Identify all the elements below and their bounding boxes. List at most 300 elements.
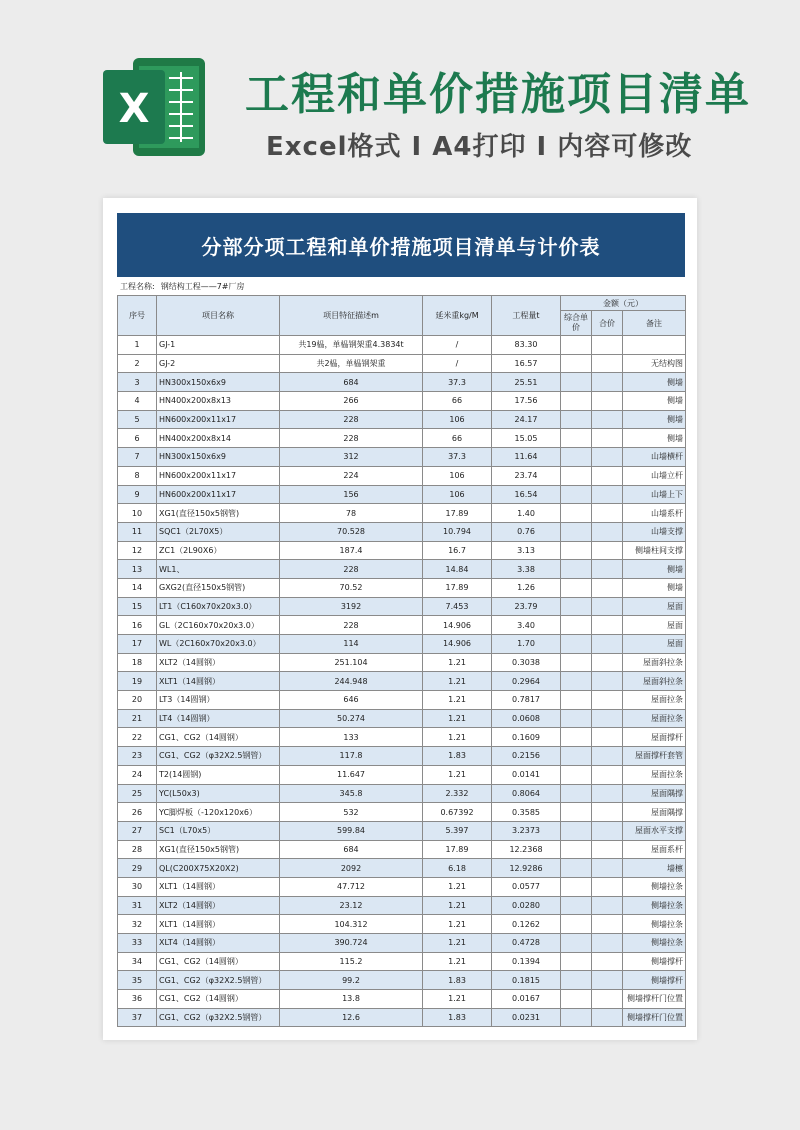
cell-desc: 104.312 [280, 915, 423, 934]
table-row [118, 765, 686, 784]
cell-desc: 345.8 [280, 784, 423, 803]
cell-desc: 99.2 [280, 971, 423, 990]
cell-unit-price [561, 859, 592, 878]
cell-seq: 4 [118, 392, 157, 411]
cell-seq: 32 [118, 915, 157, 934]
cell-total [592, 410, 623, 429]
cell-weight: 66 [423, 392, 492, 411]
cell-weight: 1.21 [423, 952, 492, 971]
cell-quantity: 0.0141 [492, 765, 561, 784]
cell-unit-price [561, 635, 592, 654]
cell-seq: 7 [118, 448, 157, 467]
cell-name: HN400x200x8x14 [157, 429, 280, 448]
cell-desc: 532 [280, 803, 423, 822]
table-row [118, 373, 686, 392]
cell-remark: 屋面撑杆 [623, 728, 686, 747]
cell-unit-price [561, 597, 592, 616]
cell-seq: 1 [118, 336, 157, 355]
cell-seq: 23 [118, 747, 157, 766]
cell-unit-price [561, 541, 592, 560]
table-row [118, 915, 686, 934]
cell-weight: 1.21 [423, 709, 492, 728]
cell-total [592, 466, 623, 485]
cell-total [592, 896, 623, 915]
cell-remark: 屋面 [623, 635, 686, 654]
cell-total [592, 672, 623, 691]
cell-weight: 1.21 [423, 990, 492, 1009]
cell-seq: 28 [118, 840, 157, 859]
cell-desc: 599.84 [280, 821, 423, 840]
cell-remark: 侧墙 [623, 373, 686, 392]
cell-unit-price [561, 877, 592, 896]
cell-remark: 屋面隅撑 [623, 803, 686, 822]
cell-remark: 屋面系杆 [623, 840, 686, 859]
cell-remark: 屋面拉条 [623, 691, 686, 710]
cell-remark: 屋面 [623, 597, 686, 616]
cell-unit-price [561, 485, 592, 504]
cell-quantity: 24.17 [492, 410, 561, 429]
pricing-table [117, 295, 686, 1027]
table-row [118, 728, 686, 747]
table-row [118, 597, 686, 616]
cell-total [592, 840, 623, 859]
cell-quantity: 0.3585 [492, 803, 561, 822]
cell-total [592, 784, 623, 803]
cell-seq: 34 [118, 952, 157, 971]
cell-remark: 屋面斜拉条 [623, 653, 686, 672]
cell-unit-price [561, 765, 592, 784]
cell-total [592, 504, 623, 523]
cell-desc: 共19榀，单榀钢架重4.3834t [280, 336, 423, 355]
cell-total [592, 635, 623, 654]
cell-seq: 16 [118, 616, 157, 635]
cell-weight: 1.21 [423, 915, 492, 934]
cell-desc: 50.274 [280, 709, 423, 728]
cell-seq: 12 [118, 541, 157, 560]
cell-remark: 侧墙 [623, 578, 686, 597]
cell-remark: 侧墙 [623, 560, 686, 579]
table-row [118, 653, 686, 672]
cell-remark: 屋面隅撑 [623, 784, 686, 803]
cell-weight: 1.21 [423, 765, 492, 784]
cell-remark: 山墙立杆 [623, 466, 686, 485]
cell-total [592, 821, 623, 840]
cell-remark: 侧墙 [623, 429, 686, 448]
cell-quantity: 3.2373 [492, 821, 561, 840]
cell-weight: 37.3 [423, 448, 492, 467]
table-row [118, 952, 686, 971]
cell-seq: 6 [118, 429, 157, 448]
cell-remark: 侧墙撑杆 [623, 952, 686, 971]
col-header-desc: 项目特征描述m [280, 296, 423, 336]
cell-weight: 1.21 [423, 877, 492, 896]
cell-weight: 106 [423, 466, 492, 485]
cell-quantity: 11.64 [492, 448, 561, 467]
cell-desc: 646 [280, 691, 423, 710]
cell-name: LT4（14圆钢） [157, 709, 280, 728]
cell-name: GJ-2 [157, 354, 280, 373]
cell-name: HN600x200x11x17 [157, 485, 280, 504]
cell-total [592, 522, 623, 541]
cell-weight: 6.18 [423, 859, 492, 878]
cell-desc: 228 [280, 429, 423, 448]
cell-seq: 33 [118, 934, 157, 953]
cell-unit-price [561, 392, 592, 411]
table-row [118, 672, 686, 691]
cell-total [592, 1008, 623, 1027]
cell-seq: 8 [118, 466, 157, 485]
cell-unit-price [561, 522, 592, 541]
table-row [118, 784, 686, 803]
cell-seq: 10 [118, 504, 157, 523]
col-header-quantity: 工程量t [492, 296, 561, 336]
cell-desc: 228 [280, 410, 423, 429]
cell-quantity: 3.38 [492, 560, 561, 579]
table-body [118, 336, 686, 1027]
project-name: 钢结构工程——7#厂房 [160, 282, 245, 291]
cell-desc: 228 [280, 560, 423, 579]
cell-name: CG1、CG2（14圆钢） [157, 952, 280, 971]
cell-quantity: 12.2368 [492, 840, 561, 859]
table-row [118, 410, 686, 429]
cell-desc: 13.8 [280, 990, 423, 1009]
cell-remark: 侧墙撑杆门位置 [623, 1008, 686, 1027]
cell-total [592, 653, 623, 672]
cell-seq: 5 [118, 410, 157, 429]
cell-unit-price [561, 840, 592, 859]
cell-quantity: 0.7817 [492, 691, 561, 710]
cell-unit-price [561, 952, 592, 971]
cell-name: LT1（C160x70x20x3.0） [157, 597, 280, 616]
cell-weight: 14.906 [423, 616, 492, 635]
cell-unit-price [561, 578, 592, 597]
cell-desc: 133 [280, 728, 423, 747]
cell-total [592, 336, 623, 355]
cell-quantity: 16.57 [492, 354, 561, 373]
cell-quantity: 0.1394 [492, 952, 561, 971]
cell-name: XLT4（14圆钢） [157, 934, 280, 953]
cell-unit-price [561, 784, 592, 803]
cell-total [592, 728, 623, 747]
cell-unit-price [561, 504, 592, 523]
cell-name: HN300x150x6x9 [157, 448, 280, 467]
cell-quantity: 0.1262 [492, 915, 561, 934]
col-header-total: 合价 [592, 311, 623, 336]
cell-total [592, 541, 623, 560]
cell-seq: 22 [118, 728, 157, 747]
cell-total [592, 448, 623, 467]
cell-desc: 684 [280, 373, 423, 392]
table-row [118, 392, 686, 411]
table-row [118, 522, 686, 541]
cell-name: HN400x200x8x13 [157, 392, 280, 411]
cell-desc: 156 [280, 485, 423, 504]
cell-seq: 29 [118, 859, 157, 878]
cell-quantity: 12.9286 [492, 859, 561, 878]
cell-seq: 20 [118, 691, 157, 710]
cell-quantity: 0.0167 [492, 990, 561, 1009]
cell-total [592, 691, 623, 710]
cell-desc: 187.4 [280, 541, 423, 560]
table-row [118, 1008, 686, 1027]
cell-name: CG1、CG2（φ32X2.5钢管） [157, 1008, 280, 1027]
cell-unit-price [561, 336, 592, 355]
cell-remark: 侧墙撑杆门位置 [623, 990, 686, 1009]
table-row [118, 859, 686, 878]
cell-unit-price [561, 354, 592, 373]
cell-name: YC脚焊板（-120x120x6） [157, 803, 280, 822]
cell-weight: 1.21 [423, 896, 492, 915]
cell-name: XLT1（14圆钢） [157, 915, 280, 934]
cell-quantity: 23.79 [492, 597, 561, 616]
cell-total [592, 747, 623, 766]
cell-desc: 117.8 [280, 747, 423, 766]
cell-unit-price [561, 410, 592, 429]
cell-weight: 106 [423, 485, 492, 504]
cell-desc: 70.528 [280, 522, 423, 541]
table-row [118, 990, 686, 1009]
cell-seq: 11 [118, 522, 157, 541]
table-row [118, 821, 686, 840]
cell-desc: 23.12 [280, 896, 423, 915]
col-header-unit-price: 综合单价 [561, 311, 592, 336]
cell-quantity: 0.0280 [492, 896, 561, 915]
cell-unit-price [561, 448, 592, 467]
cell-quantity: 0.1815 [492, 971, 561, 990]
cell-quantity: 3.13 [492, 541, 561, 560]
table-row [118, 354, 686, 373]
cell-remark: 山墙上下 [623, 485, 686, 504]
cell-weight: 16.7 [423, 541, 492, 560]
cell-weight: 5.397 [423, 821, 492, 840]
cell-total [592, 392, 623, 411]
cell-seq: 18 [118, 653, 157, 672]
cell-weight: 17.89 [423, 840, 492, 859]
cell-seq: 27 [118, 821, 157, 840]
sheet-title: 分部分项工程和单价措施项目清单与计价表 [117, 213, 685, 277]
table-row [118, 709, 686, 728]
cell-total [592, 429, 623, 448]
cell-total [592, 485, 623, 504]
cell-seq: 24 [118, 765, 157, 784]
project-label: 工程名称: [120, 282, 155, 291]
cell-desc: 2092 [280, 859, 423, 878]
cell-weight: 7.453 [423, 597, 492, 616]
cell-remark: 侧墙 [623, 410, 686, 429]
cell-seq: 13 [118, 560, 157, 579]
col-header-amount: 金额（元） [561, 296, 686, 311]
table-row [118, 896, 686, 915]
col-header-remark: 备注 [623, 311, 686, 336]
cell-desc: 684 [280, 840, 423, 859]
table-row [118, 616, 686, 635]
cell-total [592, 971, 623, 990]
cell-remark: 屋面撑杆套管 [623, 747, 686, 766]
cell-weight: 66 [423, 429, 492, 448]
cell-name: WL（2C160x70x20x3.0） [157, 635, 280, 654]
table-row [118, 877, 686, 896]
table-row [118, 747, 686, 766]
cell-remark: 侧墙拉条 [623, 877, 686, 896]
cell-unit-price [561, 466, 592, 485]
cell-desc: 70.52 [280, 578, 423, 597]
cell-unit-price [561, 915, 592, 934]
cell-total [592, 859, 623, 878]
cell-weight: 1.83 [423, 747, 492, 766]
cell-name: YC(L50x3) [157, 784, 280, 803]
cell-name: XLT2（14圆钢） [157, 896, 280, 915]
cell-unit-price [561, 373, 592, 392]
cell-remark: 屋面斜拉条 [623, 672, 686, 691]
cell-quantity: 0.8064 [492, 784, 561, 803]
cell-remark: 侧墙拉条 [623, 896, 686, 915]
cell-unit-price [561, 1008, 592, 1027]
cell-remark: 屋面水平支撑 [623, 821, 686, 840]
cell-seq: 14 [118, 578, 157, 597]
cell-name: CG1、CG2（14圆钢） [157, 990, 280, 1009]
cell-remark: 山墙系杆 [623, 504, 686, 523]
cell-name: LT3（14圆钢） [157, 691, 280, 710]
cell-name: SQC1（2L70X5） [157, 522, 280, 541]
cell-total [592, 877, 623, 896]
table-row [118, 504, 686, 523]
cell-quantity: 16.54 [492, 485, 561, 504]
cell-weight: 1.83 [423, 1008, 492, 1027]
promo-banner [0, 0, 800, 195]
col-header-weight: 延米重kg/M [423, 296, 492, 336]
cell-unit-price [561, 709, 592, 728]
cell-desc: 244.948 [280, 672, 423, 691]
cell-quantity: 3.40 [492, 616, 561, 635]
cell-seq: 36 [118, 990, 157, 1009]
cell-quantity: 0.2156 [492, 747, 561, 766]
cell-remark [623, 336, 686, 355]
cell-seq: 21 [118, 709, 157, 728]
cell-quantity: 0.1609 [492, 728, 561, 747]
cell-weight: / [423, 354, 492, 373]
cell-desc: 115.2 [280, 952, 423, 971]
cell-quantity: 0.0577 [492, 877, 561, 896]
cell-quantity: 23.74 [492, 466, 561, 485]
cell-seq: 15 [118, 597, 157, 616]
page-subtitle: Excel格式 I A4打印 I 内容可修改 [266, 132, 693, 162]
table-row [118, 971, 686, 990]
cell-name: SC1（L70x5） [157, 821, 280, 840]
cell-seq: 30 [118, 877, 157, 896]
cell-unit-price [561, 990, 592, 1009]
cell-name: GJ-1 [157, 336, 280, 355]
table-row [118, 541, 686, 560]
cell-total [592, 597, 623, 616]
cell-quantity: 83.30 [492, 336, 561, 355]
cell-weight: 106 [423, 410, 492, 429]
table-row [118, 429, 686, 448]
table-row [118, 560, 686, 579]
cell-remark: 侧墙柱间支撑 [623, 541, 686, 560]
cell-unit-price [561, 821, 592, 840]
cell-name: XLT1（14圆钢） [157, 877, 280, 896]
cell-seq: 19 [118, 672, 157, 691]
cell-seq: 17 [118, 635, 157, 654]
col-header-name: 项目名称 [157, 296, 280, 336]
cell-seq: 9 [118, 485, 157, 504]
cell-total [592, 578, 623, 597]
cell-desc: 312 [280, 448, 423, 467]
cell-name: GL（2C160x70x20x3.0） [157, 616, 280, 635]
cell-seq: 31 [118, 896, 157, 915]
cell-weight: 10.794 [423, 522, 492, 541]
cell-quantity: 1.26 [492, 578, 561, 597]
cell-desc: 224 [280, 466, 423, 485]
cell-seq: 35 [118, 971, 157, 990]
cell-desc: 12.6 [280, 1008, 423, 1027]
cell-total [592, 765, 623, 784]
cell-weight: 1.83 [423, 971, 492, 990]
cell-total [592, 709, 623, 728]
col-header-seq: 序号 [118, 296, 157, 336]
cell-total [592, 952, 623, 971]
cell-name: GXG2(直径150x5钢管) [157, 578, 280, 597]
cell-unit-price [561, 672, 592, 691]
cell-total [592, 915, 623, 934]
cell-seq: 2 [118, 354, 157, 373]
project-line [117, 279, 685, 294]
table-row [118, 336, 686, 355]
cell-quantity: 1.40 [492, 504, 561, 523]
cell-total [592, 373, 623, 392]
cell-total [592, 560, 623, 579]
cell-remark: 无结构图 [623, 354, 686, 373]
cell-quantity: 0.4728 [492, 934, 561, 953]
cell-name: XLT1（14圆钢） [157, 672, 280, 691]
cell-quantity: 0.3038 [492, 653, 561, 672]
cell-total [592, 803, 623, 822]
cell-name: T2(14圆钢) [157, 765, 280, 784]
cell-weight: 1.21 [423, 691, 492, 710]
cell-remark: 屋面拉条 [623, 709, 686, 728]
cell-name: CG1、CG2（φ32X2.5钢管） [157, 747, 280, 766]
cell-weight: 0.67392 [423, 803, 492, 822]
cell-remark: 墙檩 [623, 859, 686, 878]
cell-weight: 17.89 [423, 578, 492, 597]
cell-remark: 屋面 [623, 616, 686, 635]
cell-name: CG1、CG2（φ32X2.5钢管） [157, 971, 280, 990]
cell-unit-price [561, 653, 592, 672]
cell-unit-price [561, 803, 592, 822]
cell-weight: / [423, 336, 492, 355]
table-row [118, 635, 686, 654]
table-row [118, 691, 686, 710]
cell-desc: 390.724 [280, 934, 423, 953]
cell-seq: 3 [118, 373, 157, 392]
cell-desc: 266 [280, 392, 423, 411]
cell-weight: 17.89 [423, 504, 492, 523]
cell-seq: 37 [118, 1008, 157, 1027]
cell-weight: 1.21 [423, 653, 492, 672]
cell-remark: 侧墙拉条 [623, 915, 686, 934]
cell-quantity: 0.2964 [492, 672, 561, 691]
cell-weight: 14.906 [423, 635, 492, 654]
cell-total [592, 616, 623, 635]
excel-icon [103, 58, 205, 156]
cell-weight: 1.21 [423, 934, 492, 953]
cell-quantity: 0.0608 [492, 709, 561, 728]
cell-unit-price [561, 616, 592, 635]
cell-unit-price [561, 747, 592, 766]
cell-desc: 47.712 [280, 877, 423, 896]
cell-weight: 1.21 [423, 728, 492, 747]
cell-desc: 11.647 [280, 765, 423, 784]
